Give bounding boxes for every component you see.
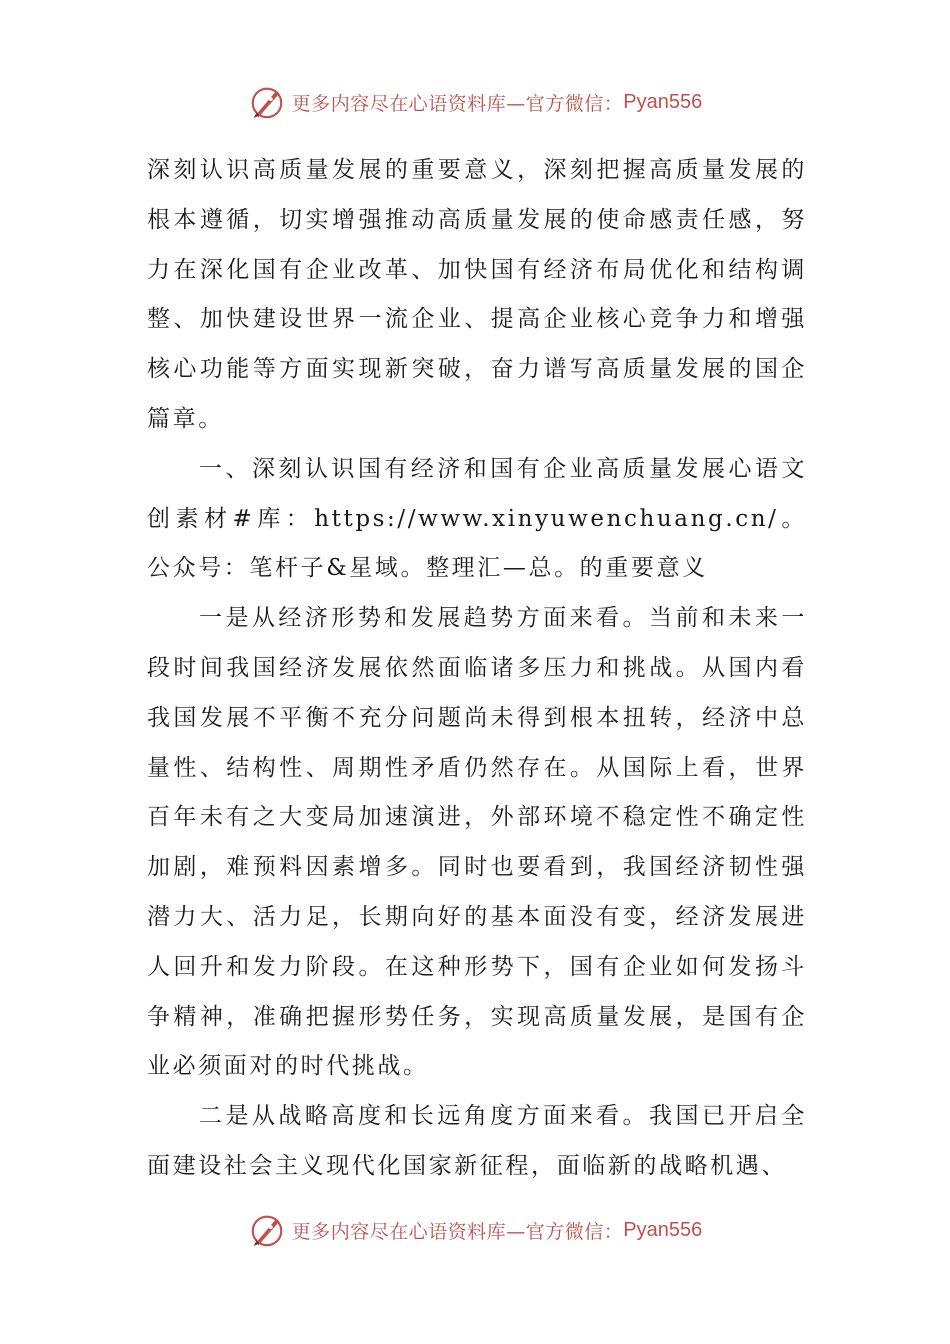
paragraph-point-2: 二是从战略高度和长远角度方面来看。我国已开启全面建设社会主义现代化国家新征程，面临新的战略机遇、 [147,1103,807,1179]
watermark-wechat-id: Pyan556 [623,1218,703,1241]
footer-watermark-banner [0,1208,950,1252]
pen-nib-logo-icon [248,83,286,121]
document-body [147,146,807,1186]
paragraph-point-1: 一是从经济形势和发展趋势方面来看。当前和未来一段时间我国经济发展依然面临诸多压力和挑战。从国内看我国发展不平衡不充分问题尚未得到根本扭转，经济中总量性、结构性、周期性矛盾仍然存在。从国际上看，世界百年未有之大变局加速演进，外部环境不稳定性不确定性加剧，难预料因素增多。同时也要看到，我国经济韧性强潜力大、活力足，长期向好的基本面没有变，经济发展进人回升和发力阶段。在这种形势下，国有企业如何发扬斗争精神，准确把握形势任务，实现高质量发展，是国有企业必须面对的时代挑战。 [147,605,807,1080]
watermark-text: 更多内容尽在心语资料库—官方微信： [291,1220,624,1243]
paragraph-intro: 深刻认识高质量发展的重要意义，深刻把握高质量发展的根本遵循，切实增强推动高质量发展的使命感责任感，努力在深化国有企业改革、加快国有经济布局优化和结构调整、加快建设世界一流企业、提高企业核心竞争力和增强核心功能等方面实现新突破，奋力谱写高质量发展的国企篇章。 [147,157,807,432]
watermark-wechat-id: Pyan556 [623,90,703,113]
section-heading-1: 一、深刻认识国有经济和国有企业高质量发展心语文创素材#库：https://www.xinyuwenchuang.cn/。公众号：笔杆子&星域。整理汇—总。的重要意义 [147,455,807,582]
watermark-text: 更多内容尽在心语资料库—官方微信： [291,92,624,115]
header-watermark-banner [0,80,950,124]
pen-nib-logo-icon [248,1211,286,1249]
